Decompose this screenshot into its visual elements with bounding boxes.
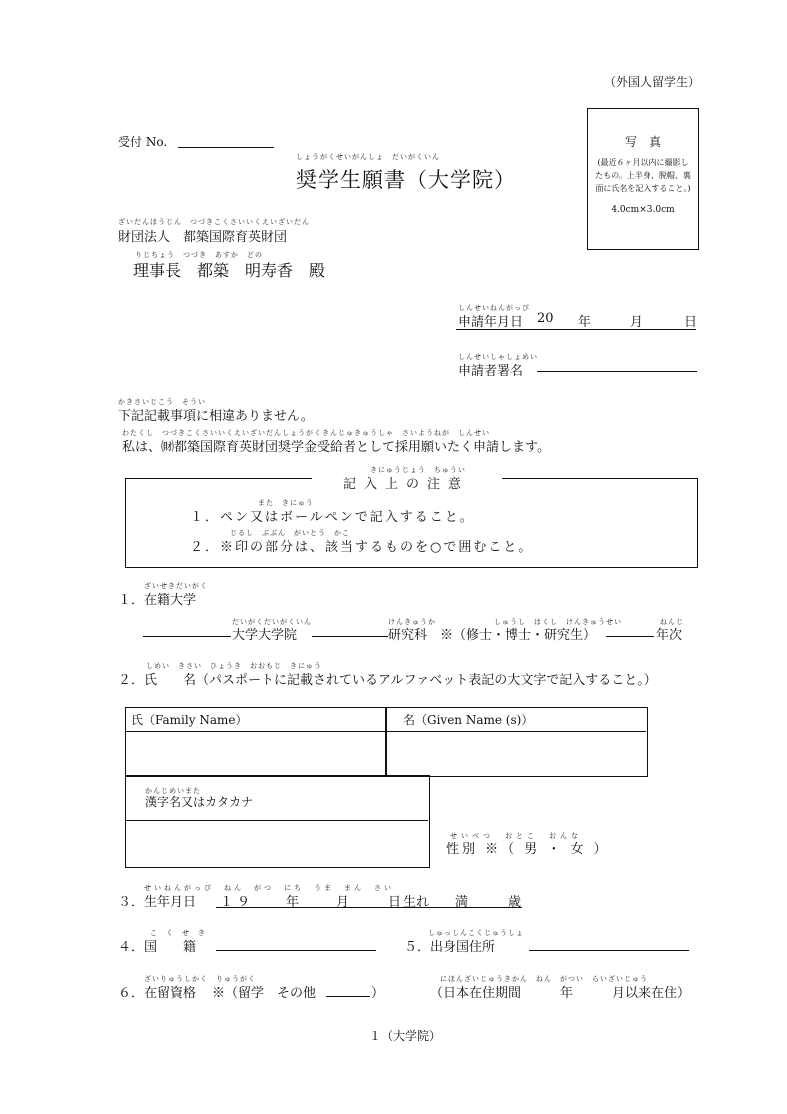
application-day-unit: 日 (684, 315, 698, 330)
section1-ruby: ざいせきだいがく (144, 582, 208, 590)
title-ruby: しょうがくせいがんしょ だいがくいん (296, 153, 440, 161)
birth-year-unit: 年 (286, 895, 300, 910)
note1-ruby: また きにゅう (258, 499, 314, 507)
kanji-divider (125, 820, 428, 821)
photo-box[interactable] (587, 108, 699, 250)
signature-label: 申請者署名 (458, 364, 524, 379)
born-label: 生れ (403, 895, 430, 910)
name-header-divider (125, 731, 646, 732)
period-ruby: にほんざいじゅうきかん ねん がつい らいざいじゅう (440, 975, 648, 983)
year-level-ruby: ねんじ (660, 618, 684, 626)
dept-ruby: けんきゅうか (388, 618, 436, 626)
page-title: 奨学生願書（大学院） (296, 168, 516, 192)
given-name-label: 名（Given Name (s)） (403, 713, 534, 727)
section2-label: ２．氏 名（パスポートに記載されているアルファベット表記の大文字で記入すること。） (118, 673, 657, 688)
section5-label: ５．出身国住所 (404, 940, 496, 955)
note2-ruby: じるし ぶぶん がいとう かこ (230, 529, 350, 537)
receipt-number-field[interactable] (178, 147, 274, 148)
date-ruby: しんせいねんがっぴ (458, 304, 530, 312)
nationality-field[interactable] (216, 950, 376, 951)
year-level-field[interactable] (606, 636, 654, 637)
gender-options[interactable]: 性別 ※（ 男 ・ 女 ） (446, 842, 610, 857)
org-ruby: ざいだんほうじん つづきこくさいいくえいざいだん (118, 218, 310, 226)
kanji-ruby: かんじめいまた (145, 787, 201, 795)
foundation-name: 財団法人 都築国際育英財団 (118, 230, 288, 245)
residence-other-field[interactable] (326, 996, 370, 997)
full-age-label: 満 (455, 895, 469, 910)
section2-ruby: しめい きさい ひょうき おおもじ きにゅう (146, 662, 322, 670)
birth-day-unit: 日 (388, 895, 402, 910)
declaration-ruby: かきさいじこう そうい (118, 398, 206, 406)
applicant-category: （外国人留学生） (604, 75, 701, 89)
university-field[interactable] (143, 636, 231, 637)
note-item-1: １．ペン又はボールペンで記入すること。 (190, 510, 475, 525)
residence-status-options[interactable]: ※（留学 その他 (212, 986, 317, 1001)
chair-ruby: りじちょう つづき あすか どの (135, 251, 263, 259)
photo-title: 写 真 (624, 135, 661, 149)
residence-period[interactable]: （日本在住期間 年 月以来在住） (430, 986, 691, 1001)
chairperson-name: 理事長 都築 明寿香 殿 (133, 261, 326, 280)
home-address-field[interactable] (529, 950, 689, 951)
photo-instruction-line: たもの。上半身、脱帽、裏 (595, 171, 691, 180)
section1-label: １．在籍大学 (118, 593, 197, 608)
application-date-field[interactable] (456, 329, 696, 330)
application-date-label: 申請年月日 (458, 315, 524, 330)
univ-label: 大学大学院 (232, 628, 298, 643)
graduate-school-field[interactable] (312, 636, 388, 637)
photo-size: 4.0cm×3.0cm (611, 205, 675, 215)
course-ruby: しゅうし はくし けんきゅうせい (494, 618, 622, 626)
application-month-unit: 月 (630, 315, 644, 330)
section4-label: ４．国 籍 (118, 940, 197, 955)
course-options[interactable]: ※（修士・博士・研究生） (440, 628, 597, 643)
declaration-line1: 下記記載事項に相違ありません。 (118, 409, 314, 424)
section6-ruby: ざいりゅうしかく りゅうがく (144, 975, 256, 983)
birth-date-field[interactable] (216, 907, 522, 908)
note-item-2: ２．※印の部分は、該当するものを○で囲むこと。 (190, 540, 534, 555)
notes-title-ruby: きにゅうじょう ちゅうい (370, 466, 466, 474)
age-unit: 歳 (508, 895, 522, 910)
section3-ruby: せいねんがっぴ ねん がつ にち うま まん さい (144, 884, 394, 892)
section6-label: ６．在留資格 (118, 986, 197, 1001)
application-year-prefix: 20 (537, 311, 554, 326)
application-year-unit: 年 (578, 315, 592, 330)
dept-label: 研究科 (388, 628, 428, 643)
declaration-ruby-2: わたくし つづきこくさいいくえいざいだんしょうがくきんじゅきゅうしゃ さいようねが しんせい (122, 429, 490, 437)
gender-ruby: せいべつ おとこ おんな (450, 832, 582, 840)
birth-year-prefix: １９ (220, 895, 255, 910)
residence-status-close: ） (371, 986, 385, 1001)
signature-ruby: しんせいしゃしょめい (458, 353, 538, 361)
notes-title: 記入上の注意 (343, 477, 470, 492)
kanji-label: 漢字名又はカタカナ (145, 795, 254, 809)
section3-label: ３．生年月日 (118, 895, 197, 910)
declaration-line2: 私は、㈶都築国際育英財団奨学金受給者として採用願いたく申請します。 (122, 440, 550, 455)
section4-ruby: こくせき (150, 929, 214, 937)
birth-month-unit: 月 (336, 895, 350, 910)
photo-instruction-line: (最近６ヶ月以内に撮影し (597, 158, 689, 167)
photo-instruction-line: 面に氏名を記入すること。) (595, 184, 691, 193)
signature-field[interactable] (537, 371, 697, 372)
univ-ruby: だいがくだいがくいん (232, 618, 312, 626)
section5-ruby: しゅっしんこくじゅうしょ (428, 929, 524, 937)
page-number: １（大学院） (369, 1029, 442, 1043)
year-level-label: 年次 (656, 628, 683, 643)
family-name-label: 氏（Family Name） (131, 713, 248, 727)
receipt-label: 受付 No. (118, 135, 168, 149)
